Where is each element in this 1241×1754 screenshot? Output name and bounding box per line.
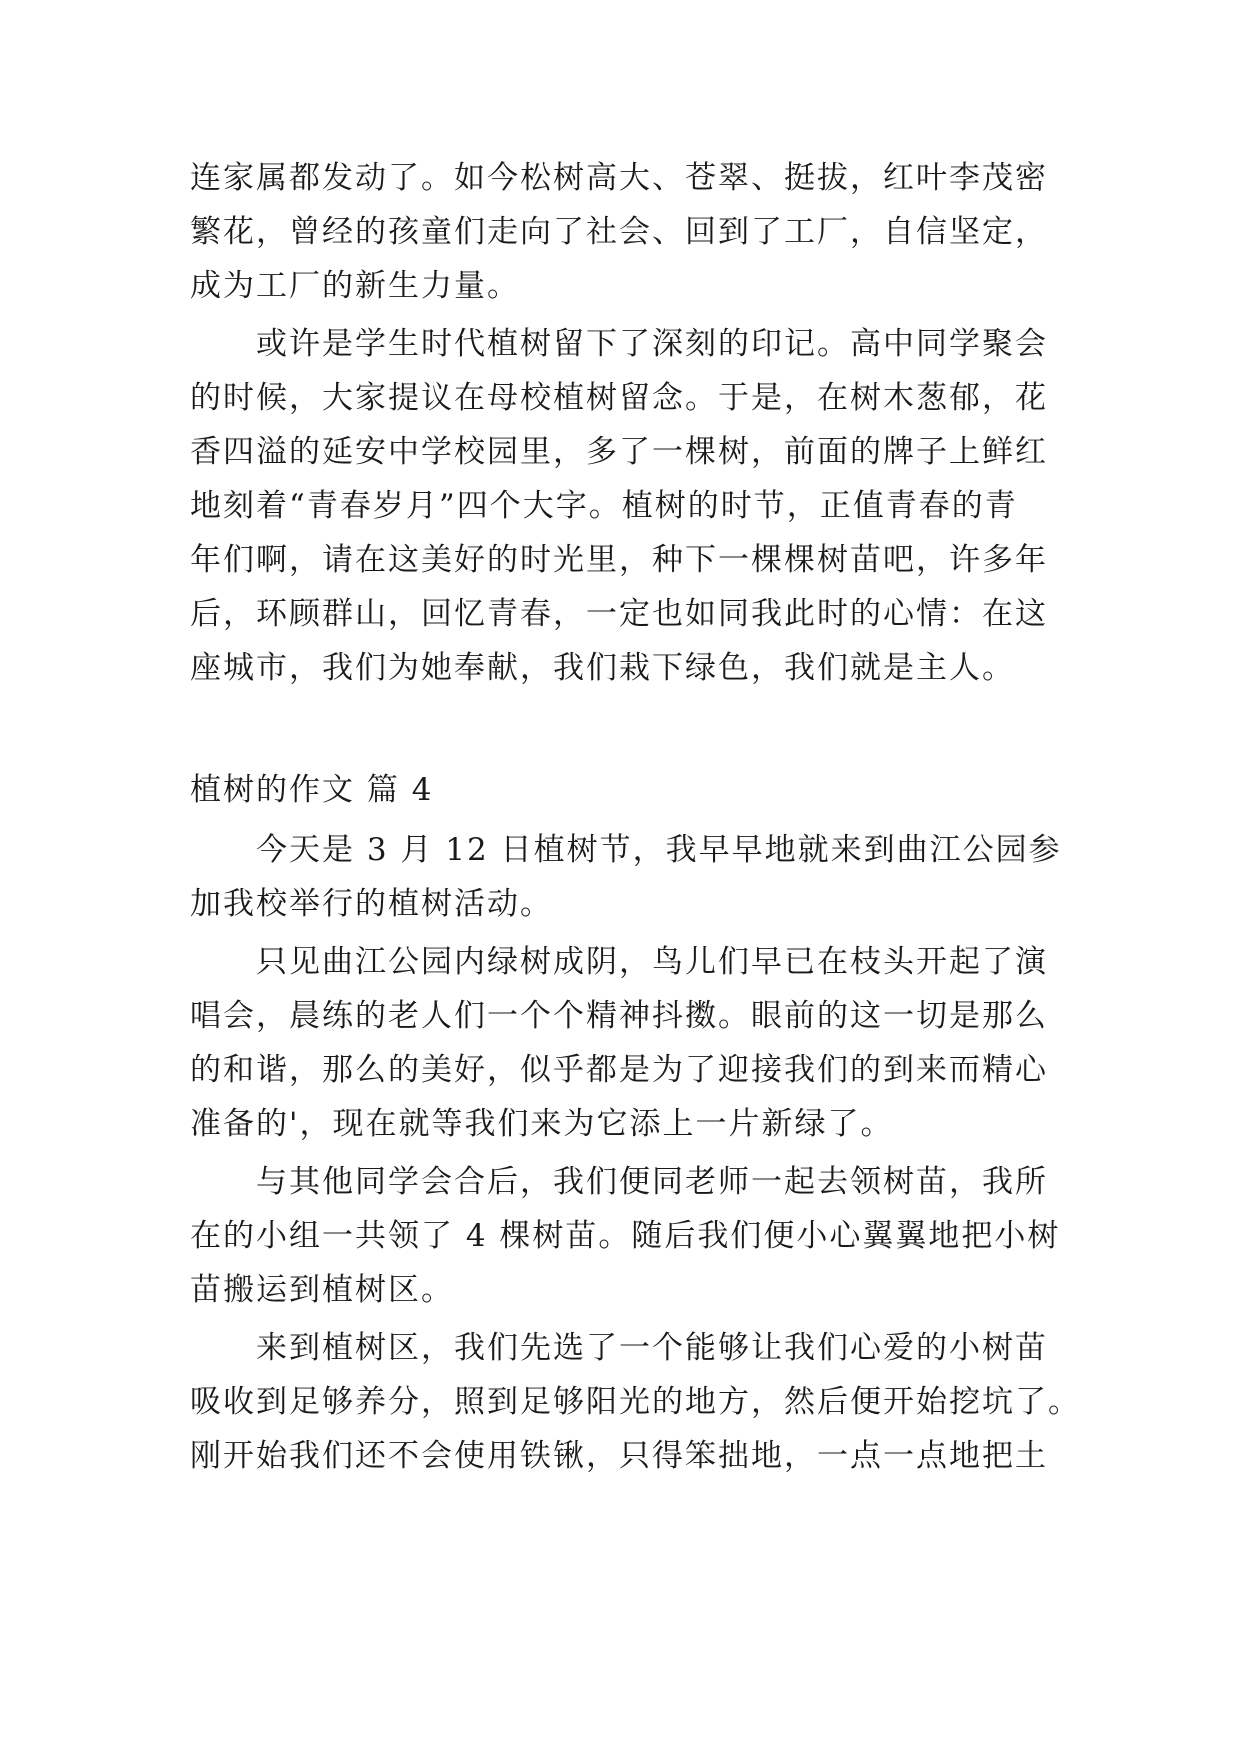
paragraph-start-line: 今天是 3 月 12 日植树节，我早早地就来到曲江公园参 [256, 832, 1062, 868]
text-line: 的时候，大家提议在母校植树留念。于是，在树木葱郁，花 [190, 380, 1048, 416]
text-line: 的和谐，那么的美好，似乎都是为了迎接我们的到来而精心 [190, 1052, 1048, 1088]
paragraph-start-line: 来到植树区，我们先选了一个能够让我们心爱的小树苗 [256, 1330, 1048, 1366]
text-line: 香四溢的延安中学校园里，多了一棵树，前面的牌子上鲜红 [190, 434, 1048, 470]
text-line: 在的小组一共领了 4 棵树苗。随后我们便小心翼翼地把小树 [190, 1218, 1061, 1254]
text-line: 苗搬运到植树区。 [190, 1272, 454, 1308]
text-line: 地刻着“青春岁月”四个大字。植树的时节，正值青春的青 [190, 488, 1018, 524]
paragraph-start-line: 与其他同学会合后，我们便同老师一起去领树苗，我所 [256, 1164, 1048, 1200]
text-line: 成为工厂的新生力量。 [190, 268, 520, 304]
text-line: 座城市，我们为她奉献，我们栽下绿色，我们就是主人。 [190, 650, 1015, 686]
text-line: 唱会，晨练的老人们一个个精神抖擞。眼前的这一切是那么 [190, 998, 1048, 1034]
text-line: 年们啊，请在这美好的时光里，种下一棵棵树苗吧，许多年 [190, 542, 1048, 578]
text-line: 连家属都发动了。如今松树高大、苍翠、挺拔，红叶李茂密 [190, 160, 1048, 196]
text-line: 后，环顾群山，回忆青春，一定也如同我此时的心情：在这 [190, 596, 1048, 632]
text-line: 繁花，曾经的孩童们走向了社会、回到了工厂，自信坚定， [190, 214, 1048, 250]
text-line: 刚开始我们还不会使用铁锹，只得笨拙地，一点一点地把土 [190, 1438, 1048, 1474]
text-line: 加我校举行的植树活动。 [190, 886, 553, 922]
paragraph-start-line: 或许是学生时代植树留下了深刻的印记。高中同学聚会 [256, 326, 1048, 362]
section-heading: 植树的作文 篇 4 [190, 772, 434, 808]
paragraph-start-line: 只见曲江公园内绿树成阴，鸟儿们早已在枝头开起了演 [256, 944, 1048, 980]
text-line: 准备的'，现在就等我们来为它添上一片新绿了。 [190, 1106, 894, 1142]
text-line: 吸收到足够养分，照到足够阳光的地方，然后便开始挖坑了。 [190, 1384, 1081, 1420]
